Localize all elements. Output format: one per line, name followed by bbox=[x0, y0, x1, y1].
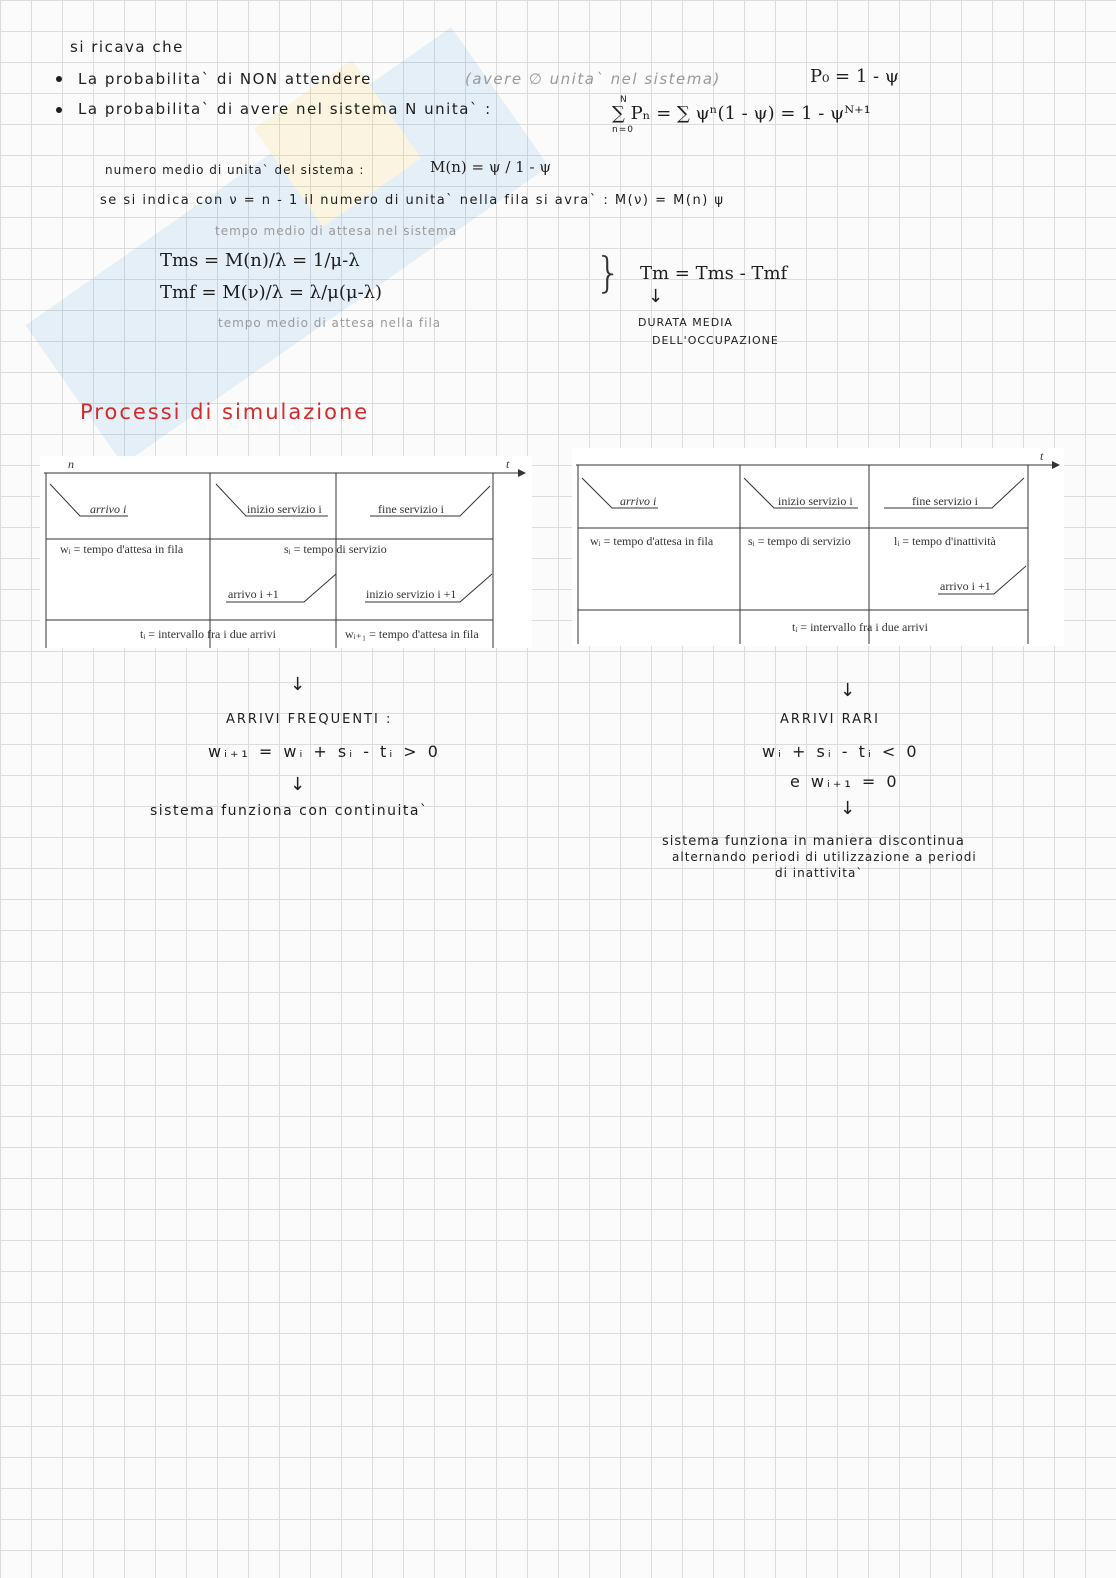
intro-text: si ricava che bbox=[70, 38, 184, 56]
bullet1-aside: (avere ∅ unita` nel sistema) bbox=[465, 70, 721, 88]
diagram-frequent-arrivals bbox=[40, 456, 532, 648]
inizio-next-label: inizio servizio i +1 bbox=[366, 587, 457, 601]
rare-title: ARRIVI RARI bbox=[780, 712, 880, 727]
queue-line: se si indica con ν = n - 1 il numero di unita` nella fila si avra` : M(ν) = M(n) ψ bbox=[100, 193, 725, 208]
s-label: sᵢ = tempo di servizio bbox=[748, 534, 851, 548]
tm-formula: Tm = Tms - Tmf bbox=[640, 263, 788, 284]
axis-n-label: n bbox=[68, 457, 74, 471]
down-arrow-icon: ↓ bbox=[648, 286, 664, 307]
fine-servizio-label: fine servizio i bbox=[378, 502, 444, 516]
arrivo-next-label: arrivo i +1 bbox=[228, 587, 279, 601]
tms-formula: Tms = M(n)/λ = 1/μ-λ bbox=[160, 250, 360, 271]
inizio-servizio-label: inizio servizio i bbox=[247, 502, 322, 516]
curly-brace: } bbox=[595, 248, 622, 297]
bullet-dot bbox=[56, 76, 62, 82]
frequent-title: ARRIVI FREQUENTI : bbox=[226, 712, 393, 727]
duration-line2: DELL'OCCUPAZIONE bbox=[652, 334, 779, 347]
arrivo-label: arrivo i bbox=[620, 494, 657, 508]
tmf-formula: Tmf = M(ν)/λ = λ/μ(μ-λ) bbox=[160, 282, 383, 303]
diagram-rare-arrivals bbox=[572, 448, 1064, 646]
w-label: wᵢ = tempo d'attesa in fila bbox=[60, 542, 184, 556]
w-next-label: wᵢ₊₁ = tempo d'attesa in fila bbox=[345, 627, 479, 641]
l-label: lᵢ = tempo d'inattività bbox=[894, 534, 996, 548]
down-arrow-icon: ↓ bbox=[840, 798, 856, 819]
frequent-formula: wᵢ₊₁ = wᵢ + sᵢ - tᵢ > 0 bbox=[208, 742, 441, 761]
duration-line1: DURATA MEDIA bbox=[638, 316, 733, 329]
arrivo-next-label: arrivo i +1 bbox=[940, 579, 991, 593]
axis-t-label: t bbox=[506, 457, 510, 471]
fine-servizio-label: fine servizio i bbox=[912, 494, 978, 508]
rare-formula1: wᵢ + sᵢ - tᵢ < 0 bbox=[762, 742, 920, 761]
sum-top-label: N bbox=[620, 95, 628, 105]
sum-bottom-label: n=0 bbox=[612, 125, 634, 135]
rare-result-line3: di inattivita` bbox=[775, 866, 864, 880]
section-title: Processi di simulazione bbox=[80, 400, 370, 424]
rare-result-line1: sistema funziona in maniera discontinua bbox=[662, 834, 965, 849]
down-arrow-icon: ↓ bbox=[290, 774, 306, 795]
down-arrow-icon: ↓ bbox=[290, 674, 306, 695]
frequent-result: sistema funziona con continuita` bbox=[150, 803, 429, 819]
tms-note: tempo medio di attesa nel sistema bbox=[215, 224, 458, 238]
bullet1-formula: P₀ = 1 - ψ bbox=[810, 66, 899, 87]
rare-formula2: e wᵢ₊₁ = 0 bbox=[790, 772, 900, 791]
inizio-servizio-label: inizio servizio i bbox=[778, 494, 853, 508]
bullet2-formula: ∑ Pₙ = ∑ ψⁿ(1 - ψ) = 1 - ψᴺ⁺¹ bbox=[612, 103, 871, 124]
down-arrow-icon: ↓ bbox=[840, 680, 856, 701]
s-label: sᵢ = tempo di servizio bbox=[284, 542, 387, 556]
w-label: wᵢ = tempo d'attesa in fila bbox=[590, 534, 714, 548]
bullet2-text: La probabilita` di avere nel sistema N unita` : bbox=[78, 100, 492, 118]
bullet-dot bbox=[56, 107, 62, 113]
tmf-note: tempo medio di attesa nella fila bbox=[218, 316, 442, 330]
t-label: tᵢ = intervallo fra i due arrivi bbox=[792, 620, 929, 634]
mean-units-label: numero medio di unita` del sistema : bbox=[105, 163, 365, 177]
arrivo-label: arrivo i bbox=[90, 502, 127, 516]
t-label: tᵢ = intervallo fra i due arrivi bbox=[140, 627, 277, 641]
bullet1-text: La probabilita` di NON attendere bbox=[78, 70, 372, 88]
mean-units-formula: M(n) = ψ / 1 - ψ bbox=[430, 158, 552, 176]
axis-t-label: t bbox=[1040, 449, 1044, 463]
rare-result-line2: alternando periodi di utilizzazione a periodi bbox=[672, 850, 977, 864]
